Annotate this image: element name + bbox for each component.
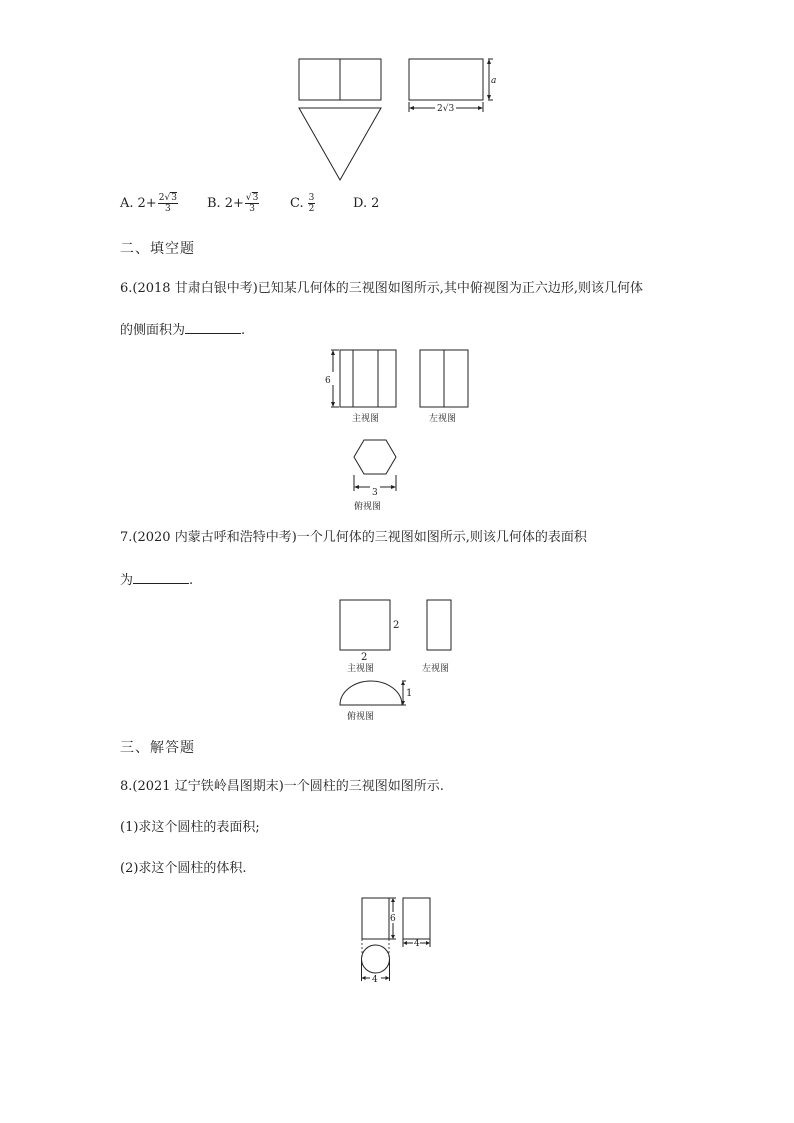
q6-text-end: . [241, 323, 246, 338]
q5-width-label: 2√3 [437, 104, 455, 114]
option-a-num-root: 3 [171, 192, 177, 203]
option-b-letter: B. [207, 195, 221, 211]
q5-three-view-figure [290, 50, 510, 185]
option-a-num-coef: 2 [158, 192, 165, 203]
q6-front-view [340, 350, 396, 407]
option-c[interactable] [290, 188, 316, 218]
option-b-num-root: 3 [252, 192, 259, 203]
q6-text-line1: 6.(2018 甘肃白银中考)已知某几何体的三视图如图所示,其中俯视图为正六边形,则该几何体 [120, 281, 644, 296]
q6-text-line2 [120, 321, 245, 339]
q7-side-view [427, 600, 451, 650]
q7-front-width-label: 2 [361, 652, 368, 663]
q7-front-view [340, 600, 390, 650]
q7-text-line2 [120, 571, 193, 589]
q7-answer-blank[interactable] [133, 571, 189, 584]
option-d-value: 2 [371, 195, 380, 211]
q6-top-caption: 俯视图 [354, 502, 382, 512]
q8-text: 8.(2021 辽宁铁岭昌图期末)一个圆柱的三视图如图所示. [120, 779, 444, 794]
option-d-letter: D. [353, 195, 368, 211]
q6-height-label: 6 [325, 376, 331, 386]
option-b-whole: 2+ [224, 195, 244, 211]
q7-side-caption: 左视图 [422, 664, 450, 674]
q5-side-view [409, 59, 483, 100]
option-b[interactable] [207, 188, 260, 218]
q7-text-line1: 7.(2020 内蒙古呼和浩特中考)一个几何体的三视图如图所示,则该几何体的表面积 [120, 530, 587, 545]
q7-top-height-label: 1 [406, 688, 413, 699]
option-a-fraction: $\frac{2√3}{3}$ [158, 192, 177, 214]
q6-top-view-hexagon [354, 440, 396, 474]
q6-answer-blank[interactable] [185, 321, 241, 334]
option-b-fraction: $\frac{√3}{3}$ [245, 192, 259, 214]
q6-three-view-figure [318, 345, 478, 515]
option-a[interactable] [120, 188, 179, 218]
option-c-num: 3 [308, 192, 315, 203]
option-a-letter: A. [120, 195, 134, 211]
q5-height-label: a [491, 76, 497, 86]
q8-circle-label: 4 [372, 975, 378, 985]
q8-side-width-label: 4 [414, 939, 420, 949]
q7-top-caption: 俯视图 [347, 712, 375, 722]
q7-text-line2-label: 为 [120, 573, 134, 588]
q6-front-caption: 主视图 [352, 414, 380, 424]
q7-front-caption: 主视图 [347, 664, 375, 674]
q8-three-view-figure [355, 893, 445, 993]
section2-title: 二、填空题 [120, 241, 195, 257]
option-c-letter: C. [290, 195, 304, 211]
option-d[interactable] [353, 188, 379, 218]
q6-hex-label: 3 [372, 488, 378, 498]
q8-top-view-circle [362, 945, 390, 973]
option-c-fraction [308, 193, 316, 214]
q7-text-end: . [189, 573, 194, 588]
q7-top-view-semicircle [340, 681, 402, 705]
section3-title: 三、解答题 [120, 740, 195, 756]
q5-top-view-triangle [299, 108, 381, 180]
option-a-whole: 2+ [137, 195, 157, 211]
q7-three-view-figure [330, 595, 470, 725]
option-b-den: 3 [249, 203, 255, 214]
q8-part1: (1)求这个圆柱的表面积; [120, 820, 260, 835]
q8-part2: (2)求这个圆柱的体积. [120, 861, 247, 876]
option-c-den: 2 [308, 203, 315, 214]
q8-side-view [403, 898, 430, 939]
q6-text-line2-label: 的侧面积为 [120, 323, 186, 338]
option-a-den: 3 [164, 203, 171, 214]
q6-side-caption: 左视图 [429, 414, 457, 424]
q7-front-height-label: 2 [393, 620, 400, 631]
q8-front-view [362, 898, 389, 939]
q8-height-label: 6 [390, 914, 396, 924]
